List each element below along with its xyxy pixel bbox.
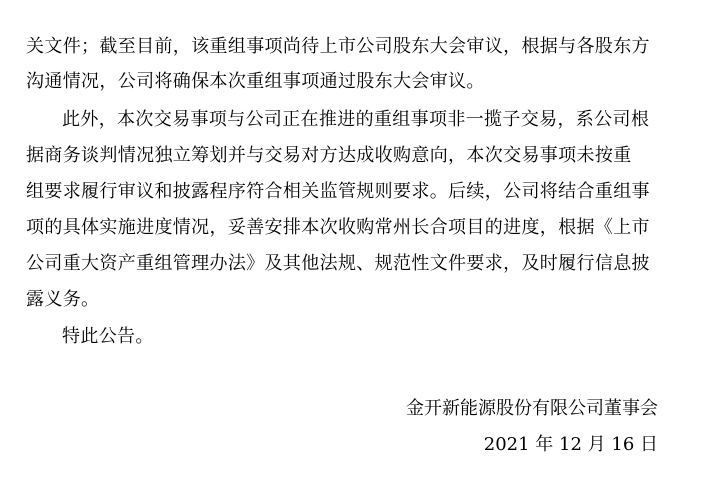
closing-notice: 特此公告。 <box>62 326 154 347</box>
paragraph-2-line-4: 项的具体实施进度情况，妥善安排本次收购常州长合项目的进度，根据《上市 <box>26 217 650 238</box>
paragraph-1-line-2: 沟通情况，公司将确保本次重组事项通过股东大会审议。 <box>26 71 485 92</box>
paragraph-2-line-2: 据商务谈判情况独立筹划并与交易对方达成收购意向，本次交易事项未按重 <box>26 145 632 166</box>
paragraph-2-line-1: 此外，本次交易事项与公司正在推进的重组事项非一揽子交易，系公司根 <box>62 109 650 130</box>
paragraph-1-line-1: 关文件；截至目前，该重组事项尚待上市公司股东大会审议，根据与各股东方 <box>26 36 650 57</box>
document-date: 2021 年 12 月 16 日 <box>483 434 658 455</box>
signatory: 金开新能源股份有限公司董事会 <box>406 398 658 419</box>
paragraph-2-line-5: 公司重大资产重组管理办法》及其他法规、规范性文件要求，及时履行信息披 <box>26 253 650 274</box>
paragraph-2-line-3: 组要求履行审议和披露程序符合相关监管规则要求。后续，公司将结合重组事 <box>26 181 650 202</box>
paragraph-2-line-6: 露义务。 <box>26 289 100 310</box>
